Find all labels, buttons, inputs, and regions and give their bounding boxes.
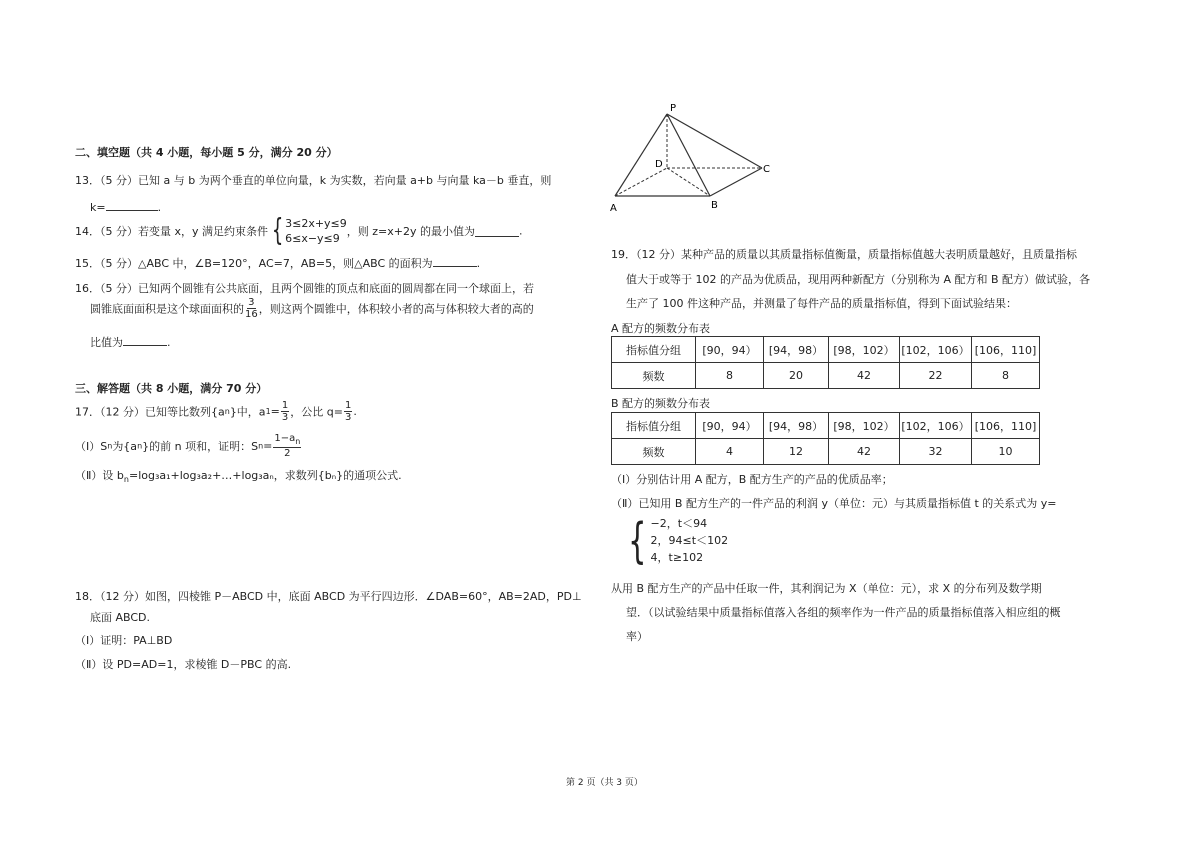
q19-line6: 率）: [626, 630, 648, 643]
q17-part2: （Ⅱ）设 $b_n=\log_3a_1+\log_3a_2+\dots+\log_3a_n$，求数列{bₙ}的通项公式.: [75, 469, 402, 485]
q13-line1: 13．（5 分）已知 a 与 b 为两个垂直的单位向量，k 为实数，若向量 a+b 与向量 ka－b 垂直，则: [75, 174, 552, 187]
page-footer: 第 2 页（共 3 页）: [566, 778, 643, 788]
table-a-header-cell: 指标值分组: [612, 337, 696, 363]
table-b-header-cell: [102，106）: [900, 413, 972, 439]
table-b-header-cell: [106，110]: [972, 413, 1040, 439]
table-a-header-cell: [106，110]: [972, 337, 1040, 363]
piecewise-function: { −2，t＜94 2，94≤t＜102 4，t≥102: [628, 512, 729, 569]
table-a: [611, 336, 1040, 389]
table-a-header-cell: [94，98）: [764, 337, 829, 363]
table-b-cell: 42: [829, 439, 900, 465]
q19-part2: （Ⅱ）已知用 B 配方生产的一件产品的利润 y（单位：元）与其质量指标值 t 的关系式为 y=: [611, 497, 1057, 510]
table-b-cell: 32: [900, 439, 972, 465]
table-b-row-label: 频数: [612, 439, 696, 465]
piece-2: 2，94≤t＜102: [650, 534, 729, 547]
table-b-row: [612, 439, 1040, 465]
q19-part1: （Ⅰ）分别估计用 A 配方，B 配方生产的产品的优质品率；: [611, 473, 893, 486]
table-a-row-label: 频数: [612, 363, 696, 389]
q17: 17．（12 分）已知等比数列{an}中，a1= $\frac{1}{3}$ ，公比 q= $\frac{1}{3}$ .: [75, 400, 357, 423]
table-a-header-row: [612, 337, 1040, 363]
q15: 15．（5 分）△ABC 中，∠B=120°，AC=7，AB=5，则△ABC 的面积为 .: [75, 257, 481, 270]
table-b-cell: 12: [764, 439, 829, 465]
table-a-header-cell: [90，94）: [696, 337, 764, 363]
table-a-cell: 42: [829, 363, 900, 389]
table-b-header-cell: [90，94）: [696, 413, 764, 439]
table-a-row: [612, 363, 1040, 389]
q14: 14．（5 分）若变量 x，y 满足约束条件 { 3≤2x+y≤9 6≤x−y≤9 ，则 z=x+2y 的最小值为 .: [75, 213, 523, 248]
label-b: B: [711, 200, 718, 211]
q16-line3: 比值为 .: [90, 336, 171, 349]
table-a-cell: 20: [764, 363, 829, 389]
table-b-header-cell: 指标值分组: [612, 413, 696, 439]
section2-title: 二、填空题（共 4 小题，每小题 5 分，满分 20 分）: [75, 146, 338, 159]
table-a-title: A 配方的频数分布表: [611, 322, 711, 335]
q18-line1: 18．（12 分）如图，四棱锥 P－ABCD 中，底面 ABCD 为平行四边形．∠DAB=60°，AB=2AD，PD⊥: [75, 590, 582, 603]
q18-part2: （Ⅱ）设 PD=AD=1，求棱锥 D－PBC 的高.: [75, 658, 292, 671]
table-a-cell: 8: [972, 363, 1040, 389]
piece-3: 4，t≥102: [650, 551, 704, 564]
q18-part1: （Ⅰ）证明：PA⊥BD: [75, 634, 173, 647]
q19-line5: 望．（以试验结果中质量指标值落入各组的频率作为一件产品的质量指标值落入相应组的概: [626, 606, 1061, 619]
q18-line2: 底面 ABCD.: [90, 611, 151, 624]
q19-line4: 从用 B 配方生产的产品中任取一件，其利润记为 X（单位：元），求 X 的分布列及数学期: [611, 582, 1042, 595]
q19-line2: 值大于或等于 102 的产品为优质品，现用两种新配方（分别称为 A 配方和 B 配方）做试验，各: [626, 273, 1091, 286]
label-a: A: [610, 203, 617, 214]
label-d: D: [655, 159, 663, 170]
table-b: [611, 412, 1040, 465]
q19-line1: 19．（12 分）某种产品的质量以其质量指标值衡量，质量指标值越大表明质量越好，且质量指标: [611, 248, 1077, 261]
table-a-cell: 22: [900, 363, 972, 389]
q19-line3: 生产了 100 件这种产品，并测量了每件产品的质量指标值，得到下面试验结果：: [626, 297, 1017, 310]
table-b-title: B 配方的频数分布表: [611, 397, 711, 410]
section3-title: 三、解答题（共 8 小题，满分 70 分）: [75, 382, 268, 395]
table-b-header-row: [612, 413, 1040, 439]
table-b-header-cell: [94，98）: [764, 413, 829, 439]
q16-line2: 圆锥底面面积是这个球面面积的 $\frac{3}{16}$ ，则这两个圆锥中，体积较小者的高与体积较大者的高的: [90, 297, 534, 320]
table-b-header-cell: [98，102）: [829, 413, 900, 439]
table-b-cell: 4: [696, 439, 764, 465]
table-a-cell: 8: [696, 363, 764, 389]
q17-part1: （Ⅰ）Sn为{an}的前 n 项和，证明：Sn= $\frac{1-a_n}{2}$: [75, 433, 301, 459]
label-p: P: [670, 103, 677, 114]
pyramid-figure: [605, 100, 785, 215]
piece-1: −2，t＜94: [650, 517, 708, 530]
q13-line2: k= .: [90, 201, 162, 214]
table-a-header-cell: [102，106）: [900, 337, 972, 363]
table-b-cell: 10: [972, 439, 1040, 465]
label-c: C: [763, 164, 770, 175]
q16-line1: 16．（5 分）已知两个圆锥有公共底面，且两个圆锥的顶点和底面的圆周都在同一个球面上，若: [75, 282, 534, 295]
table-a-header-cell: [98，102）: [829, 337, 900, 363]
